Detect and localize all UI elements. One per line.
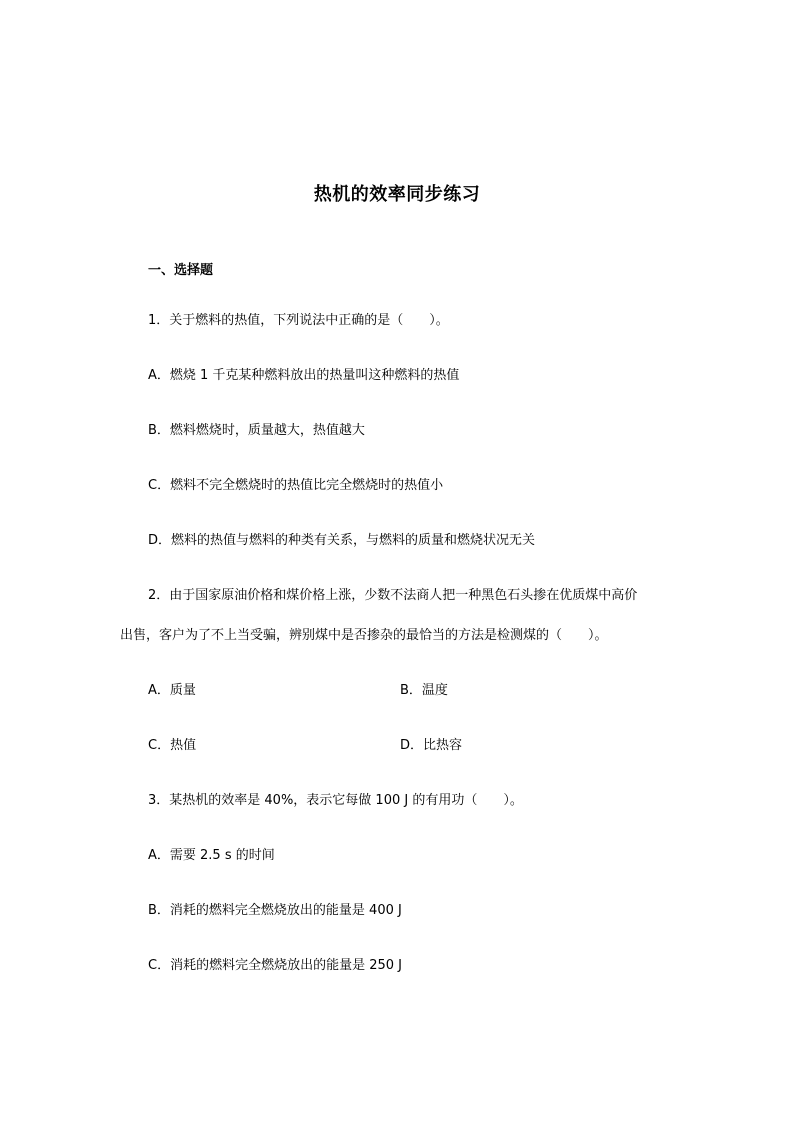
question-3-stem: 3．某热机的效率是 40%，表示它每做 100 J 的有用功（ ）。 (148, 793, 523, 808)
question-2-stem-line-2: 出售，客户为了不上当受骗，辨别煤中是否掺杂的最恰当的方法是检测煤的（ ）。 (120, 628, 608, 643)
question-1-option-d: D．燃料的热值与燃料的种类有关系，与燃料的质量和燃烧状况无关 (148, 533, 536, 548)
question-3-option-b: B．消耗的燃料完全燃烧放出的能量是 400 J (148, 903, 402, 918)
question-3-option-c: C．消耗的燃料完全燃烧放出的能量是 250 J (148, 958, 402, 973)
question-1-option-a: A．燃烧 1 千克某种燃料放出的热量叫这种燃料的热值 (148, 368, 460, 383)
question-2-option-d: D．比热容 (400, 738, 463, 753)
question-1-stem: 1．关于燃料的热值，下列说法中正确的是（ ）。 (148, 313, 449, 328)
question-2-option-c: C．热值 (148, 738, 197, 753)
section-heading: 一、选择题 (148, 263, 214, 278)
question-1-option-b: B．燃料燃烧时，质量越大，热值越大 (148, 423, 365, 438)
question-1-option-c: C．燃料不完全燃烧时的热值比完全燃烧时的热值小 (148, 478, 444, 493)
question-2-option-b: B．温度 (400, 683, 448, 698)
question-2-option-a: A．质量 (148, 683, 196, 698)
question-2-stem-line-1: 2．由于国家原油价格和煤价格上涨，少数不法商人把一种黑色石头掺在优质煤中高价 (148, 588, 638, 603)
document-title: 热机的效率同步练习 (313, 184, 481, 205)
question-3-option-a: A．需要 2.5 s 的时间 (148, 848, 275, 863)
